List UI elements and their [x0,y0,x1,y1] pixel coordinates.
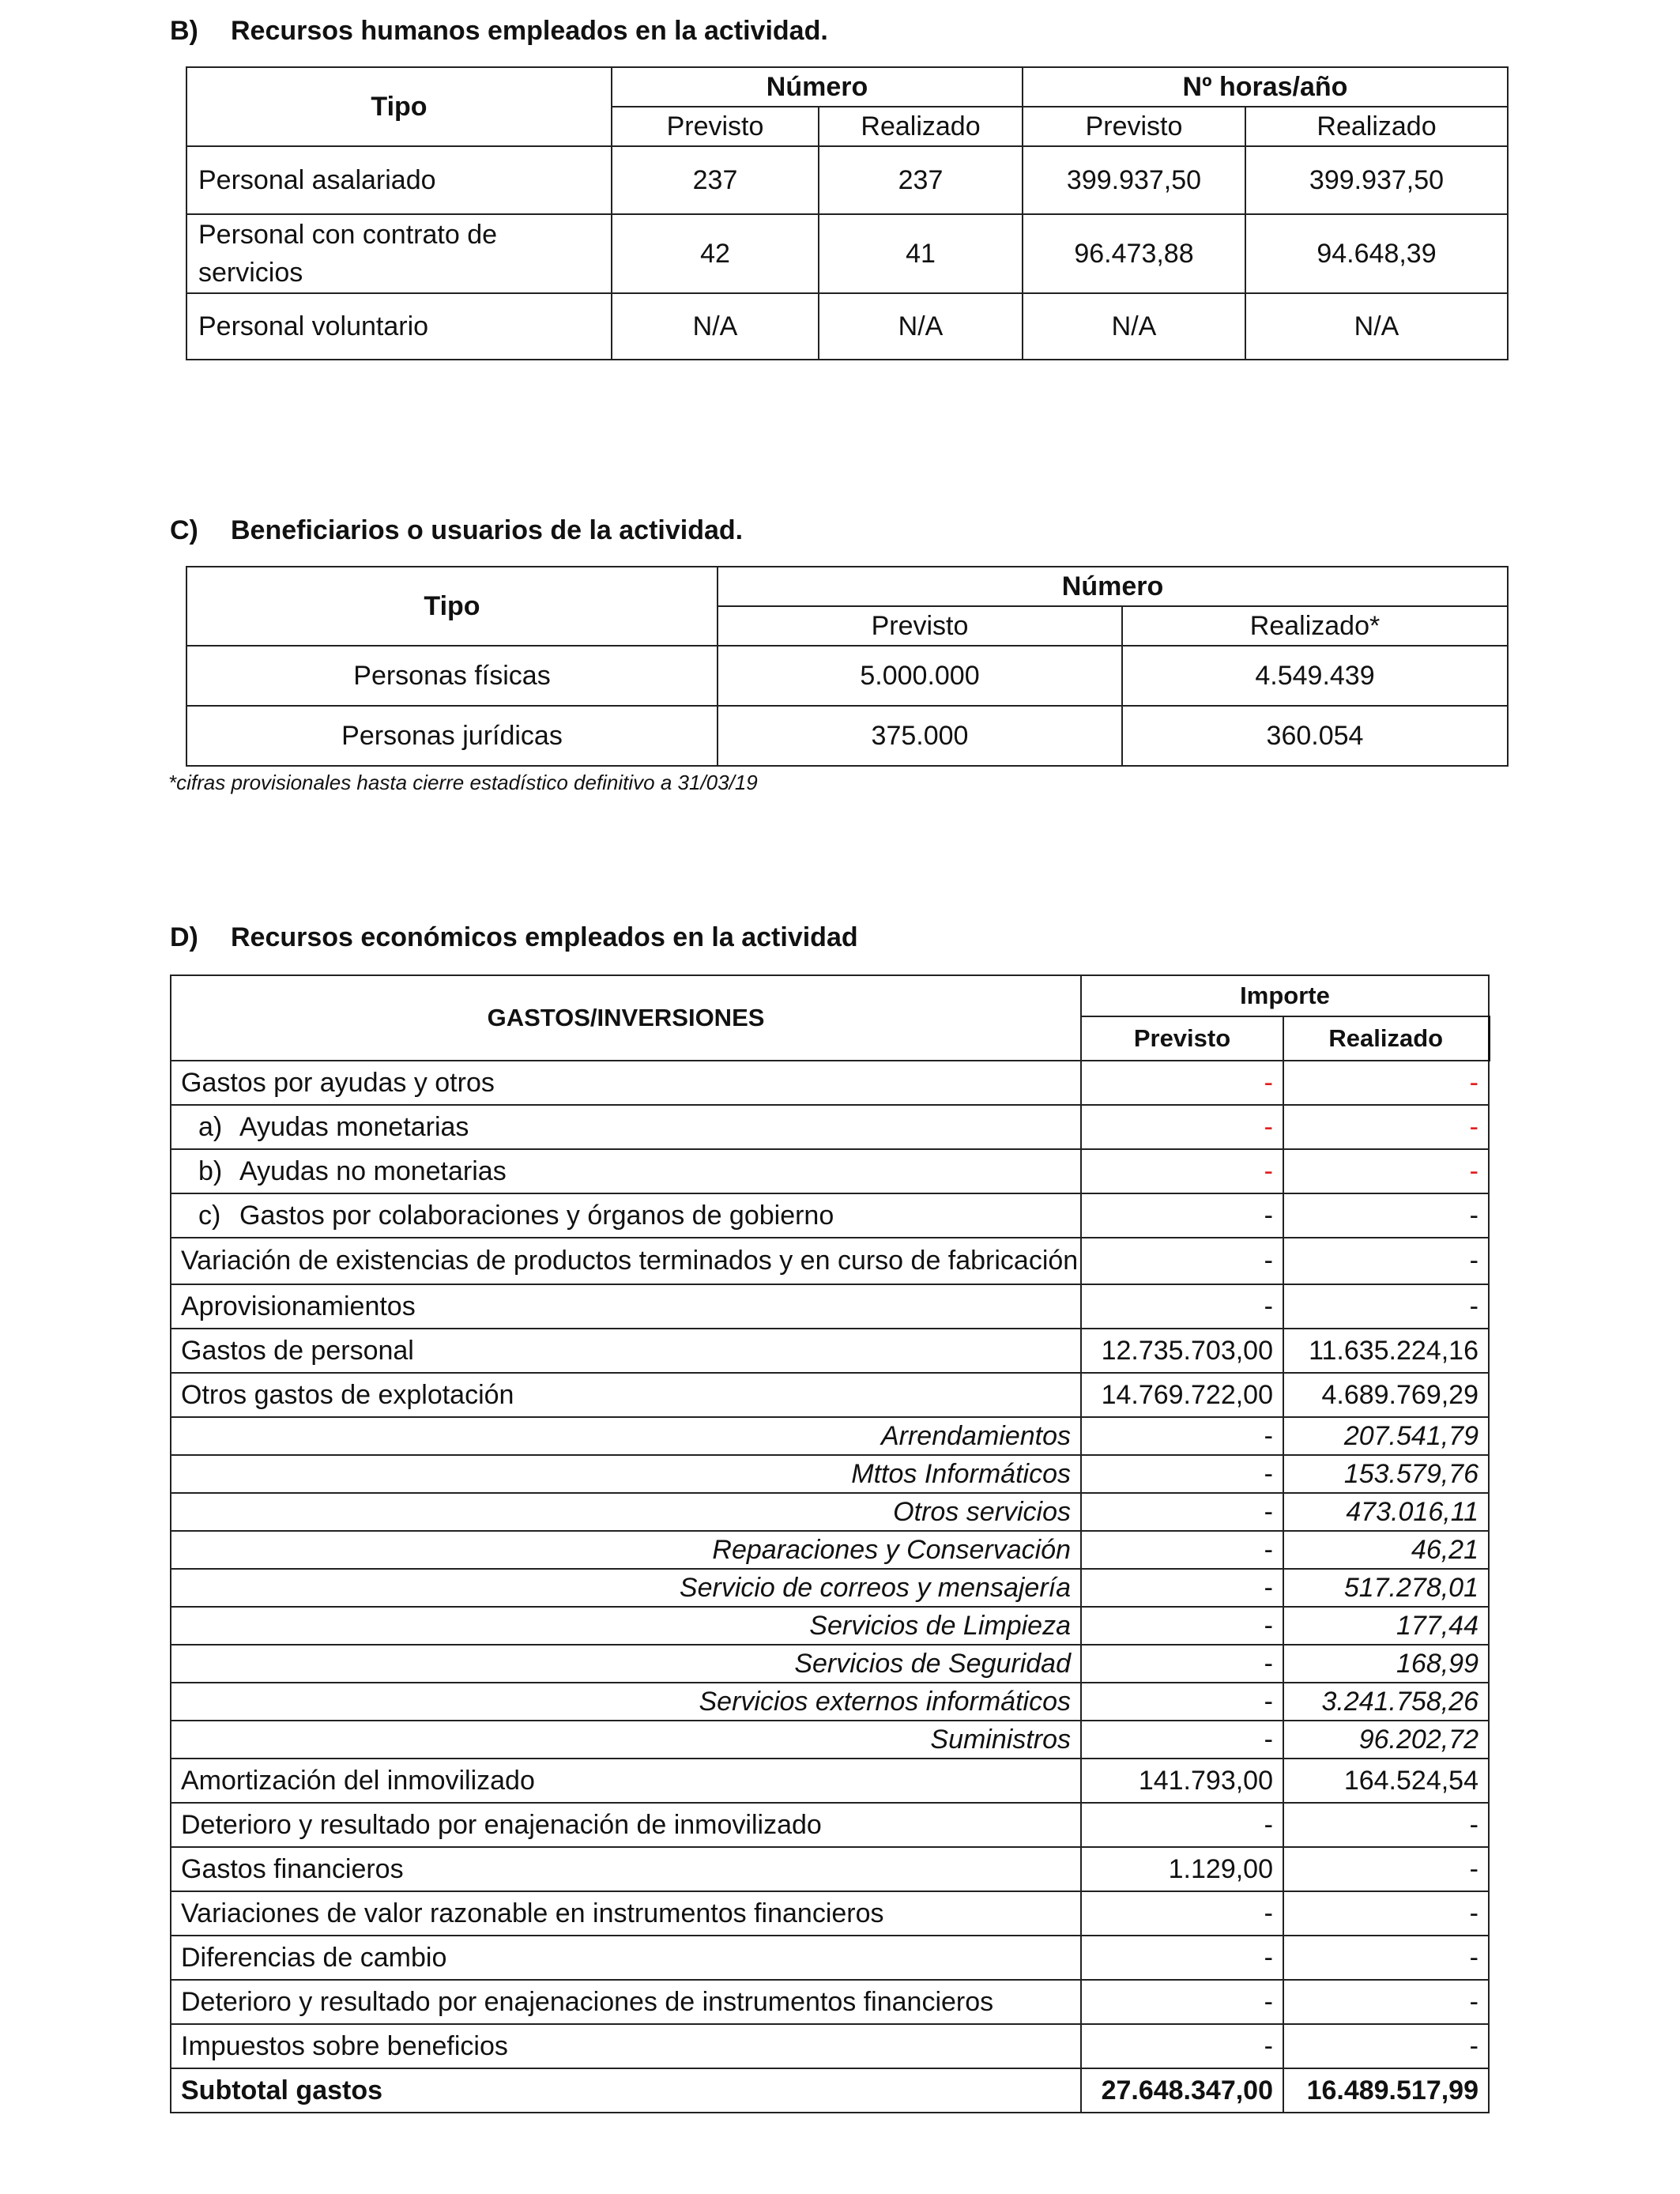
row-label: Servicio de correos y mensajería [171,1569,1081,1607]
row-realizado: 4.689.769,29 [1283,1373,1489,1417]
row-tipo: Personal con contrato de servicios [186,214,612,293]
row-previsto: 141.793,00 [1081,1759,1283,1803]
table-row [171,1721,1489,1759]
row-realizado: 207.541,79 [1283,1417,1489,1455]
row-realizado: - [1283,1284,1489,1329]
row-label: Impuestos sobre beneficios [171,2024,1081,2068]
row-previsto: 1.129,00 [1081,1847,1283,1891]
header-horas-realizado: Realizado [1245,107,1508,146]
header-gastos: GASTOS/INVERSIONES [171,975,1081,1061]
table-row [171,1980,1489,2024]
table-row [171,1417,1489,1455]
header-numero: Número [612,67,1023,107]
subtotal-row [171,2068,1489,2113]
row-label [171,1149,1081,1193]
table-row [186,146,1508,214]
row-previsto: - [1081,1721,1283,1759]
row-previsto: 14.769.722,00 [1081,1373,1283,1417]
table-row [171,1803,1489,1847]
row-previsto: - [1081,1149,1283,1193]
row-realizado: - [1283,1936,1489,1980]
row-label: Gastos por ayudas y otros [171,1061,1081,1105]
section-d-letter: D) [170,922,198,952]
row-previsto: - [1081,1607,1283,1645]
row-label: Deterioro y resultado por enajenación de inmovilizado [171,1803,1081,1847]
row-label: Otros servicios [171,1493,1081,1531]
row-horas-realizado: 94.648,39 [1245,214,1508,293]
row-horas-previsto: 399.937,50 [1023,146,1245,214]
row-realizado: 11.635.224,16 [1283,1329,1489,1373]
row-realizado: - [1283,1847,1489,1891]
row-sub-letter: a) [198,1111,223,1142]
row-realizado: - [1283,1061,1489,1105]
table-row [171,1373,1489,1417]
row-horas-previsto: N/A [1023,293,1245,360]
row-previsto: - [1081,1980,1283,2024]
row-label: Variación de existencias de productos terminados y en curso de fabricación [171,1238,1081,1284]
table-row [171,1683,1489,1721]
row-label: Variaciones de valor razonable en instrumentos financieros [171,1891,1081,1936]
section-b-heading: Recursos humanos empleados en la actividad. [231,16,828,46]
beneficiaries-rows [186,646,1508,766]
section-b-title [170,14,828,47]
row-realizado: - [1283,1193,1489,1238]
row-label: Subtotal gastos [171,2068,1081,2113]
row-label: Mttos Informáticos [171,1455,1081,1493]
table-row [186,706,1508,766]
row-label: Gastos de personal [171,1329,1081,1373]
row-realizado: - [1283,1980,1489,2024]
row-realizado: 46,21 [1283,1531,1489,1569]
row-realizado: - [1283,2024,1489,2068]
human-resources-table [186,66,1509,360]
row-previsto: 375.000 [718,706,1122,766]
header-importe: Importe [1081,975,1489,1016]
row-previsto: - [1081,1803,1283,1847]
section-c-heading: Beneficiarios o usuarios de la actividad. [231,515,744,545]
row-horas-previsto: 96.473,88 [1023,214,1245,293]
row-label [171,1193,1081,1238]
row-previsto: - [1081,1455,1283,1493]
row-realizado: 96.202,72 [1283,1721,1489,1759]
table-row [171,1645,1489,1683]
table-row [171,1936,1489,1980]
row-label: Servicios de Limpieza [171,1607,1081,1645]
header-numero-previsto: Previsto [612,107,819,146]
row-numero-realizado: 41 [819,214,1023,293]
row-label: Gastos financieros [171,1847,1081,1891]
row-previsto: - [1081,1645,1283,1683]
provisional-figures-note: *cifras provisionales hasta cierre estadístico definitivo a 31/03/19 [168,771,758,794]
row-label: Otros gastos de explotación [171,1373,1081,1417]
table-row [171,2024,1489,2068]
row-label-text: Ayudas no monetarias [239,1155,507,1186]
table-row [171,1193,1489,1238]
section-d-title [170,921,858,954]
row-previsto: - [1081,1493,1283,1531]
header-realizado: Realizado [1283,1016,1489,1061]
row-label-text: Gastos por colaboraciones y órganos de gobierno [239,1200,834,1231]
table-row [171,1531,1489,1569]
economic-resources-rows [171,1061,1489,2113]
row-previsto: - [1081,1105,1283,1149]
row-previsto: - [1081,1531,1283,1569]
row-realizado: 16.489.517,99 [1283,2068,1489,2113]
row-numero-realizado: 237 [819,146,1023,214]
row-label: Suministros [171,1721,1081,1759]
row-realizado: 168,99 [1283,1645,1489,1683]
row-realizado: 4.549.439 [1122,646,1508,706]
row-label-text: Ayudas monetarias [239,1111,469,1142]
header-numero-realizado: Realizado [819,107,1023,146]
row-tipo: Personas jurídicas [186,706,718,766]
section-c-title [170,514,743,547]
row-previsto: 12.735.703,00 [1081,1329,1283,1373]
row-tipo: Personal voluntario [186,293,612,360]
row-previsto: 5.000.000 [718,646,1122,706]
row-realizado: 177,44 [1283,1607,1489,1645]
row-previsto: - [1081,2024,1283,2068]
row-previsto: - [1081,1193,1283,1238]
row-label: Servicios de Seguridad [171,1645,1081,1683]
table-row [171,1455,1489,1493]
row-tipo: Personas físicas [186,646,718,706]
section-d-heading: Recursos económicos empleados en la actividad [231,922,858,952]
beneficiaries-table [186,566,1509,767]
row-previsto: - [1081,1284,1283,1329]
row-previsto: 27.648.347,00 [1081,2068,1283,2113]
table-row [171,1149,1489,1193]
header-previsto: Previsto [718,606,1122,646]
row-previsto: - [1081,1569,1283,1607]
table-row [171,1759,1489,1803]
row-realizado: 360.054 [1122,706,1508,766]
table-row [186,214,1508,293]
row-label: Arrendamientos [171,1417,1081,1455]
table-row [171,1569,1489,1607]
header-previsto: Previsto [1081,1016,1283,1061]
row-realizado: - [1283,1149,1489,1193]
row-realizado: 164.524,54 [1283,1759,1489,1803]
header-numero: Número [718,567,1508,606]
row-realizado: - [1283,1105,1489,1149]
row-numero-previsto: 42 [612,214,819,293]
row-label: Aprovisionamientos [171,1284,1081,1329]
table-row [171,1284,1489,1329]
row-label [171,1105,1081,1149]
row-numero-previsto: 237 [612,146,819,214]
table-row [171,1329,1489,1373]
row-previsto: - [1081,1061,1283,1105]
row-realizado: - [1283,1803,1489,1847]
header-horas: Nº horas/año [1023,67,1508,107]
row-previsto: - [1081,1891,1283,1936]
table-row [171,1847,1489,1891]
section-c-letter: C) [170,515,198,545]
header-horas-previsto: Previsto [1023,107,1245,146]
table-row [186,293,1508,360]
table-row [171,1105,1489,1149]
section-b-letter: B) [170,16,198,46]
human-resources-rows [186,146,1508,360]
row-numero-previsto: N/A [612,293,819,360]
row-label: Servicios externos informáticos [171,1683,1081,1721]
table-row [171,1238,1489,1284]
row-realizado: 153.579,76 [1283,1455,1489,1493]
row-sub-letter: c) [198,1200,221,1231]
row-realizado: - [1283,1891,1489,1936]
header-tipo: Tipo [186,67,612,146]
row-previsto: - [1081,1417,1283,1455]
row-realizado: - [1283,1238,1489,1284]
row-tipo: Personal asalariado [186,146,612,214]
row-realizado: 473.016,11 [1283,1493,1489,1531]
row-sub-letter: b) [198,1155,223,1186]
table-row [171,1607,1489,1645]
table-row [186,646,1508,706]
row-realizado: 517.278,01 [1283,1569,1489,1607]
table-row [171,1493,1489,1531]
table-row [171,1061,1489,1105]
row-horas-realizado: 399.937,50 [1245,146,1508,214]
row-previsto: - [1081,1936,1283,1980]
header-realizado: Realizado* [1122,606,1508,646]
row-label: Amortización del inmovilizado [171,1759,1081,1803]
row-horas-realizado: N/A [1245,293,1508,360]
row-label: Deterioro y resultado por enajenaciones de instrumentos financieros [171,1980,1081,2024]
row-previsto: - [1081,1683,1283,1721]
economic-resources-table [170,974,1490,2113]
row-previsto: - [1081,1238,1283,1284]
row-label: Diferencias de cambio [171,1936,1081,1980]
row-label: Reparaciones y Conservación [171,1531,1081,1569]
row-realizado: 3.241.758,26 [1283,1683,1489,1721]
header-tipo: Tipo [186,567,718,646]
row-numero-realizado: N/A [819,293,1023,360]
table-row [171,1891,1489,1936]
